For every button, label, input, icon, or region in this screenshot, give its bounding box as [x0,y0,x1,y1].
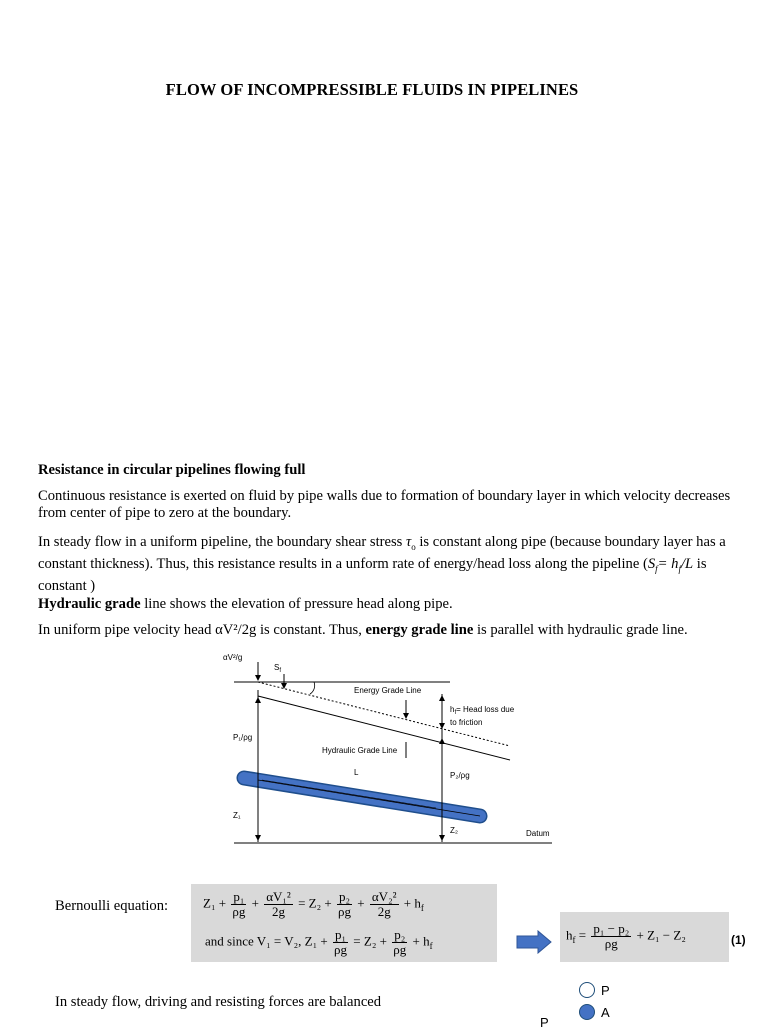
option-a-radio[interactable] [579,1004,595,1020]
bernoulli-label: Bernoulli equation: [55,898,169,914]
paragraph-boundary-layer: Continuous resistance is exerted on fluid by pipe walls due to formation of boundary layer in which velocity decreases from center of pipe to zero at the boundary. [38,488,731,521]
velocity-head-2: $\frac{\text{αV₂²}}{2g}$ [371,889,397,919]
length-dimension [262,780,436,808]
z2-label: Z₂ [450,826,458,835]
velocity-head-1: $\frac{\text{αV₁²}}{2g}$ [266,889,291,919]
option-p-label: P [601,983,610,998]
slope-angle-arc [310,682,315,694]
p1-label: P₁/ρg [233,733,253,742]
velocity-head-label: αV²/g [223,653,243,662]
p1-over-rhog: $\frac{\text{p₁}}{\rho g}$ [232,889,246,919]
bernoulli-equation: Z₁ + $\frac{\text{p₁}}{\rho g}$ + $\frac{\text{αV₁²}}{2g}$ = Z₂ + $\frac{\text{p₂}}{\rho g}$ + $\frac{\text{αV₂²}}{2g}$ + $h_f$ [203,889,424,919]
option-a-label: A [601,1005,610,1020]
equation-number: (1) [731,933,746,947]
steady-flow-text: In steady flow, driving and resisting forces are balanced [55,994,382,1010]
paragraph-energy-grade: In uniform pipe velocity head αV²/2g is constant. Thus, energy grade line is parallel with hydraulic grade line. [38,622,688,638]
bernoulli-equation-box [191,884,497,962]
head-loss-label-line2: to friction [450,718,483,727]
right-arrow-icon [516,930,552,954]
sf-label: $S_f$ [274,663,282,674]
head-loss-label: $h_f=$ Head loss due [450,705,515,716]
stray-label: P [540,1015,549,1030]
hydraulic-grade-line-label: Hydraulic Grade Line [322,746,398,755]
p2-over-rhog: $\frac{\text{p₂}}{\rho g}$ [338,889,351,919]
paragraph-hydraulic-grade: Hydraulic grade line shows the elevation of pressure head along pipe. [38,596,453,612]
energy-grade-line-label: Energy Grade Line [354,686,422,695]
head-loss-equation: $h_f$ = $\frac{\text{p₁ − p₂}}{\rho g}$ + Z₁ − Z₂ [566,921,686,951]
paragraph-shear-stress: In steady flow in a uniform pipeline, the boundary shear stress $\tau_o$ is constant along pipe (because boundary layer has a constant thickness). Thus, this resistance results in a unform rate of energy/head loss along the pipeline ($S_f= h_f/L$ is constant ) [38,534,726,594]
section-heading: Resistance in circular pipelines flowing full [38,462,306,478]
datum-label: Datum [526,829,550,838]
head-loss-equation-box [560,912,729,962]
length-label: L [354,768,359,777]
p2-label: P₂/ρg [450,771,470,780]
option-p-radio[interactable] [579,982,595,998]
pipe-centerline [258,780,480,816]
pipeline-energy-diagram [218,650,563,850]
z1-label: Z₁ [233,811,241,820]
since-equation: and since V₁ = V₂, Z₁ + $\frac{\text{p₁}}{\rho g}$ = Z₂ + $\frac{\text{p₂}}{\rho g}$ + $h_f$ [205,927,433,957]
page-title: FLOW OF INCOMPRESSIBLE FLUIDS IN PIPELINES [165,80,579,99]
